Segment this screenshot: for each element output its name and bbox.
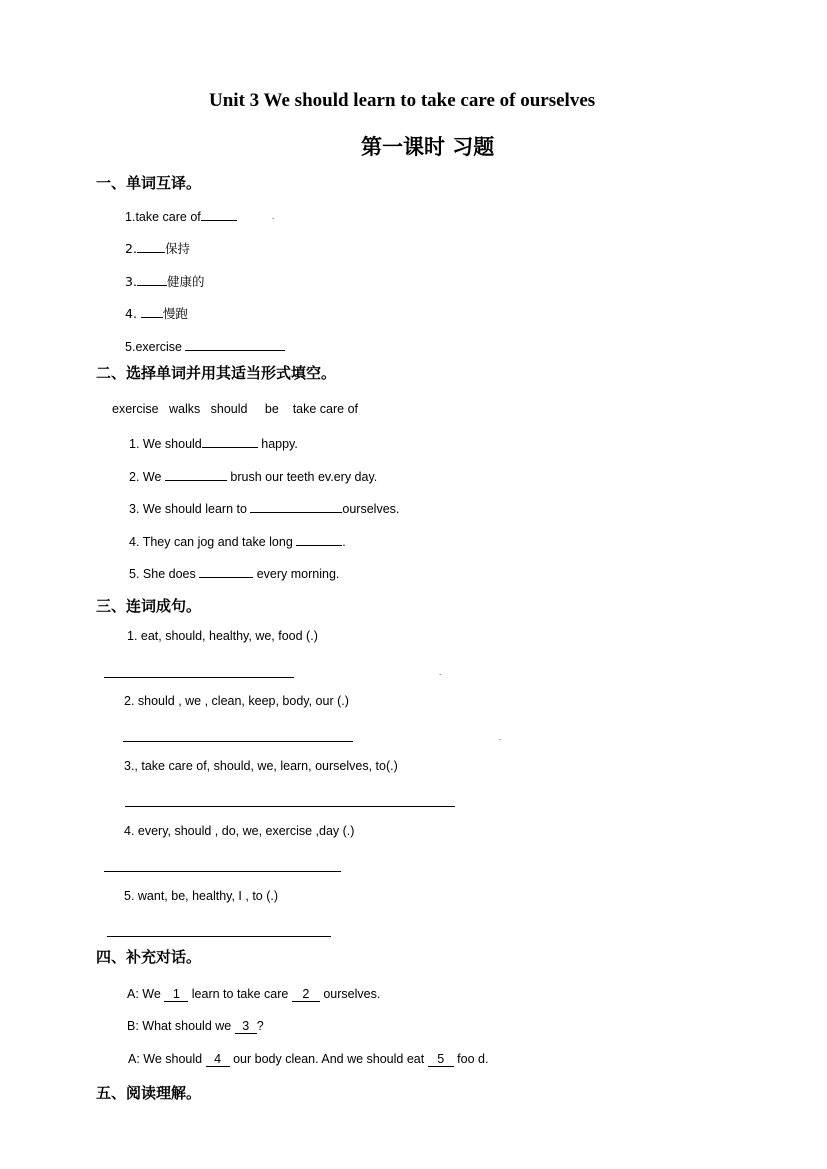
s3-item-1: 1. eat, should, healthy, we, food (.) [127, 629, 318, 643]
s2-item-5 [129, 564, 339, 581]
s1-item-2 [125, 239, 190, 257]
speck: . [439, 668, 442, 677]
s2-item-4-blank[interactable] [296, 532, 342, 546]
s1-item-5-num: 5. [125, 340, 136, 354]
s2-item-2-num: 2. [129, 470, 140, 484]
s4-line-a2-pre: A: We should [128, 1052, 203, 1066]
s4-line-a1-mid: learn to take care [191, 987, 289, 1001]
s2-item-4-num: 4. [129, 535, 140, 549]
s3-answer-line-1[interactable] [104, 677, 294, 678]
s1-item-3-text: 健康的 [166, 274, 205, 289]
s1-item-3-blank[interactable] [137, 272, 167, 286]
s3-answer-line-2[interactable] [123, 741, 353, 742]
s4-line-b [127, 1019, 264, 1034]
s3-item-5: 5. want, be, healthy, I , to (.) [124, 889, 279, 903]
word-bank-word: be [264, 402, 279, 416]
s2-item-4 [129, 532, 346, 549]
s1-item-4-num: 4. [125, 306, 137, 321]
section5-heading: 五、阅读理解。 [96, 1084, 202, 1102]
s4-blank-3[interactable]: 3 [235, 1019, 257, 1034]
word-bank-word: walks [168, 402, 201, 416]
s1-item-5 [125, 337, 285, 354]
section4-heading: 四、补充对话。 [96, 948, 202, 966]
s3-item-4: 4. every, should , do, we, exercise ,day (.) [124, 824, 355, 838]
word-bank [112, 402, 358, 416]
s4-line-a2 [128, 1052, 488, 1067]
word-bank-word: exercise [112, 402, 159, 416]
s1-item-2-blank[interactable] [137, 239, 165, 253]
s2-item-2-after: brush our teeth ev.ery day. [230, 470, 378, 484]
s4-line-a2-post: foo d. [457, 1052, 489, 1066]
page-subtitle: 第一课时 习题 [361, 135, 495, 159]
s2-item-1 [129, 434, 298, 451]
s2-item-3-before: We should learn to [142, 502, 247, 516]
s4-blank-5[interactable]: 5 [428, 1052, 454, 1067]
s2-item-2-before: We [142, 470, 162, 484]
s4-blank-1[interactable]: 1 [164, 987, 188, 1002]
s1-item-3 [125, 272, 204, 290]
speck: . [272, 212, 275, 221]
section3-heading: 三、连词成句。 [96, 597, 202, 615]
s1-item-1 [125, 207, 237, 224]
s1-item-2-text: 保持 [164, 241, 190, 256]
s2-item-1-num: 1. [129, 437, 140, 451]
word-bank-word: should [210, 402, 248, 416]
s2-item-4-before: They can jog and take long [142, 535, 293, 549]
s2-item-5-after: every morning. [256, 567, 340, 581]
section1-heading: 一、单词互译。 [96, 174, 202, 192]
s3-item-3: 3., take care of, should, we, learn, ourselves, to(.) [124, 759, 398, 773]
s2-item-5-before: She does [142, 567, 196, 581]
s4-blank-2[interactable]: 2 [292, 987, 320, 1002]
s1-item-1-blank[interactable] [201, 207, 237, 221]
s2-item-4-after: . [342, 535, 346, 549]
s1-item-3-num: 3. [125, 274, 137, 289]
s1-item-1-num: 1. [125, 210, 136, 224]
s3-item-2: 2. should , we , clean, keep, body, our (.) [124, 694, 349, 708]
s3-answer-line-5[interactable] [107, 936, 331, 937]
s4-line-a2-mid: our body clean. And we should eat [233, 1052, 425, 1066]
s2-item-5-num: 5. [129, 567, 140, 581]
s2-item-5-blank[interactable] [199, 564, 253, 578]
s1-item-5-text: exercise [135, 340, 182, 354]
s1-item-4-blank[interactable] [141, 304, 163, 318]
s2-item-1-after: happy. [261, 437, 298, 451]
s1-item-1-text: take care of [135, 210, 201, 224]
s4-line-a1-post: ourselves. [323, 987, 381, 1001]
word-bank-word: take care of [292, 402, 359, 416]
s4-line-b-post: ? [256, 1019, 264, 1033]
s4-blank-4[interactable]: 4 [206, 1052, 230, 1067]
s3-answer-line-4[interactable] [104, 871, 341, 872]
s4-line-b-pre: B: What should we [127, 1019, 232, 1033]
s2-item-2-blank[interactable] [165, 467, 227, 481]
s1-item-4-text: 慢跑 [162, 306, 188, 321]
s1-item-2-num: 2. [125, 241, 137, 256]
s1-item-5-blank[interactable] [185, 337, 285, 351]
s2-item-3-num: 3. [129, 502, 140, 516]
s1-item-4 [125, 304, 188, 322]
s2-item-1-before: We should [142, 437, 202, 451]
s2-item-3 [129, 499, 399, 516]
s2-item-2 [129, 467, 377, 484]
s4-line-a1 [127, 987, 380, 1002]
section2-heading: 二、选择单词并用其适当形式填空。 [96, 364, 337, 382]
speck: . [499, 733, 502, 742]
s3-answer-line-3[interactable] [125, 806, 455, 807]
page-title: Unit 3 We should learn to take care of ourselves [209, 90, 596, 111]
s4-line-a1-pre: A: We [127, 987, 161, 1001]
s2-item-3-after: ourselves. [342, 502, 400, 516]
s2-item-3-blank[interactable] [250, 499, 342, 513]
s2-item-1-blank[interactable] [202, 434, 258, 448]
